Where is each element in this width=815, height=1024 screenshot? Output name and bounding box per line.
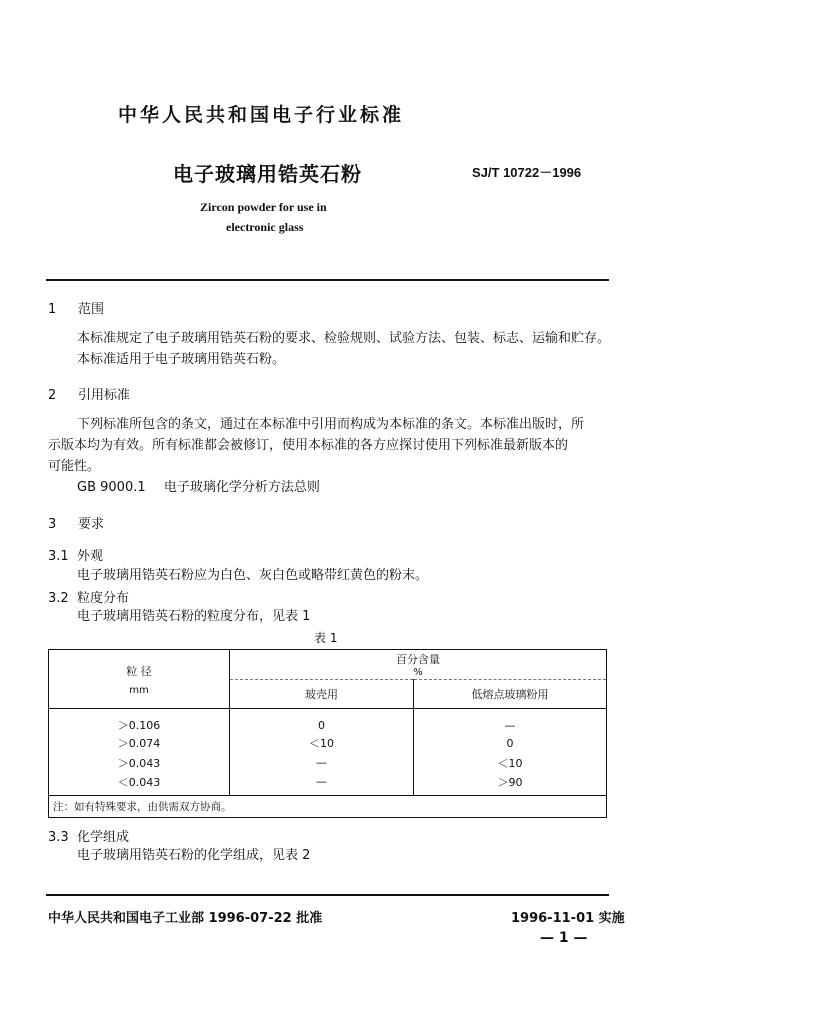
- subsection-number: 3.2: [48, 591, 69, 606]
- particle-size-table: [48, 649, 607, 818]
- value-b-cell: ＞90: [497, 775, 523, 789]
- size-header: 粒 径: [126, 664, 152, 678]
- size-header-cell: [49, 650, 230, 709]
- table-row: [49, 753, 607, 772]
- value-b-cell: ＜10: [497, 756, 523, 770]
- english-title-line-1: Zircon powder for use in: [200, 200, 327, 214]
- section-2-paragraph-line-3: 可能性。: [48, 459, 101, 474]
- size-cell: ＞0.074: [49, 733, 230, 753]
- table-note-row: [49, 796, 607, 818]
- effective-date: 1996-11-01 实施: [511, 911, 625, 926]
- section-2-paragraph-line-1: 下列标准所包含的条文，通过在本标准中引用而构成为本标准的条文。本标准出版时，所: [77, 417, 585, 432]
- table-row: [49, 772, 607, 796]
- subsection-3-1-heading: [48, 545, 103, 564]
- subsection-3-3-heading: [48, 826, 129, 845]
- section-title: 范围: [78, 302, 105, 317]
- value-b-cell: 0: [506, 736, 514, 750]
- referenced-standard: [77, 477, 320, 498]
- reference-code: GB 9000.1: [77, 480, 146, 495]
- section-1-paragraph-2: 本标准适用于电子玻璃用锆英石粉。: [77, 352, 286, 367]
- table-row: [49, 709, 607, 734]
- content-unit: %: [413, 667, 423, 678]
- size-cell: ＞0.043: [49, 753, 230, 772]
- section-number: 2: [48, 388, 57, 403]
- section-title: 引用标准: [78, 388, 131, 403]
- subsection-number: 3.1: [48, 549, 69, 564]
- table-row: [49, 733, 607, 753]
- header-divider: [46, 279, 609, 281]
- value-b-cell: —: [504, 718, 516, 732]
- standard-code: SJ/T 10722－1996: [472, 165, 582, 180]
- column-header-a: 玻壳用: [230, 680, 414, 709]
- page-number: — 1 —: [540, 930, 588, 946]
- subsection-title: 粒度分布: [76, 591, 129, 606]
- value-a-cell: ＜10: [230, 733, 414, 753]
- value-a-cell: —: [230, 753, 414, 772]
- section-title: 要求: [78, 517, 105, 532]
- content-header-cell: [230, 650, 607, 680]
- document-title: 电子玻璃用锆英石粉: [173, 162, 362, 186]
- footer-divider: [46, 894, 609, 896]
- section-1-heading: [48, 298, 104, 317]
- value-a-cell: 0: [230, 709, 414, 734]
- subsection-title: 化学组成: [76, 830, 129, 845]
- section-number: 1: [48, 302, 57, 317]
- size-cell: ＞0.106: [49, 709, 230, 734]
- subsection-3-1-text: 电子玻璃用锆英石粉应为白色、灰白色或略带红黄色的粉末。: [77, 568, 429, 583]
- size-unit: mm: [129, 684, 149, 696]
- section-number: 3: [48, 517, 57, 532]
- section-2-paragraph-line-2: 示版本均为有效。所有标准都会被修订，使用本标准的各方应探讨使用下列标准最新版本的: [48, 438, 569, 453]
- column-header-b: 低熔点玻璃粉用: [414, 680, 607, 709]
- table-note: 注：如有特殊要求，由供需双方协商。: [49, 796, 607, 818]
- content-header: 百分含量: [396, 653, 440, 666]
- reference-title: 电子玻璃化学分析方法总则: [163, 480, 320, 495]
- subsection-3-3-text: 电子玻璃用锆英石粉的化学组成，见表 2: [77, 848, 311, 863]
- subsection-title: 外观: [76, 549, 103, 564]
- subsection-3-2-heading: [48, 587, 129, 606]
- section-2-heading: [48, 384, 130, 403]
- table-1-caption: 表 1: [314, 631, 338, 645]
- english-title-line-2: electronic glass: [226, 220, 304, 234]
- subsection-3-2-text: 电子玻璃用锆英石粉的粒度分布，见表 1: [77, 609, 311, 624]
- standard-category: 中华人民共和国电子行业标准: [118, 104, 405, 126]
- issuer-line: 中华人民共和国电子工业部 1996-07-22 批准: [48, 911, 323, 926]
- subsection-number: 3.3: [48, 830, 69, 845]
- section-3-heading: [48, 513, 104, 532]
- table-header-row-1: [49, 650, 607, 680]
- size-cell: ＜0.043: [49, 772, 230, 796]
- value-a-cell: —: [230, 772, 414, 796]
- section-1-paragraph-1: 本标准规定了电子玻璃用锆英石粉的要求、检验规则、试验方法、包装、标志、运输和贮存。: [77, 331, 611, 346]
